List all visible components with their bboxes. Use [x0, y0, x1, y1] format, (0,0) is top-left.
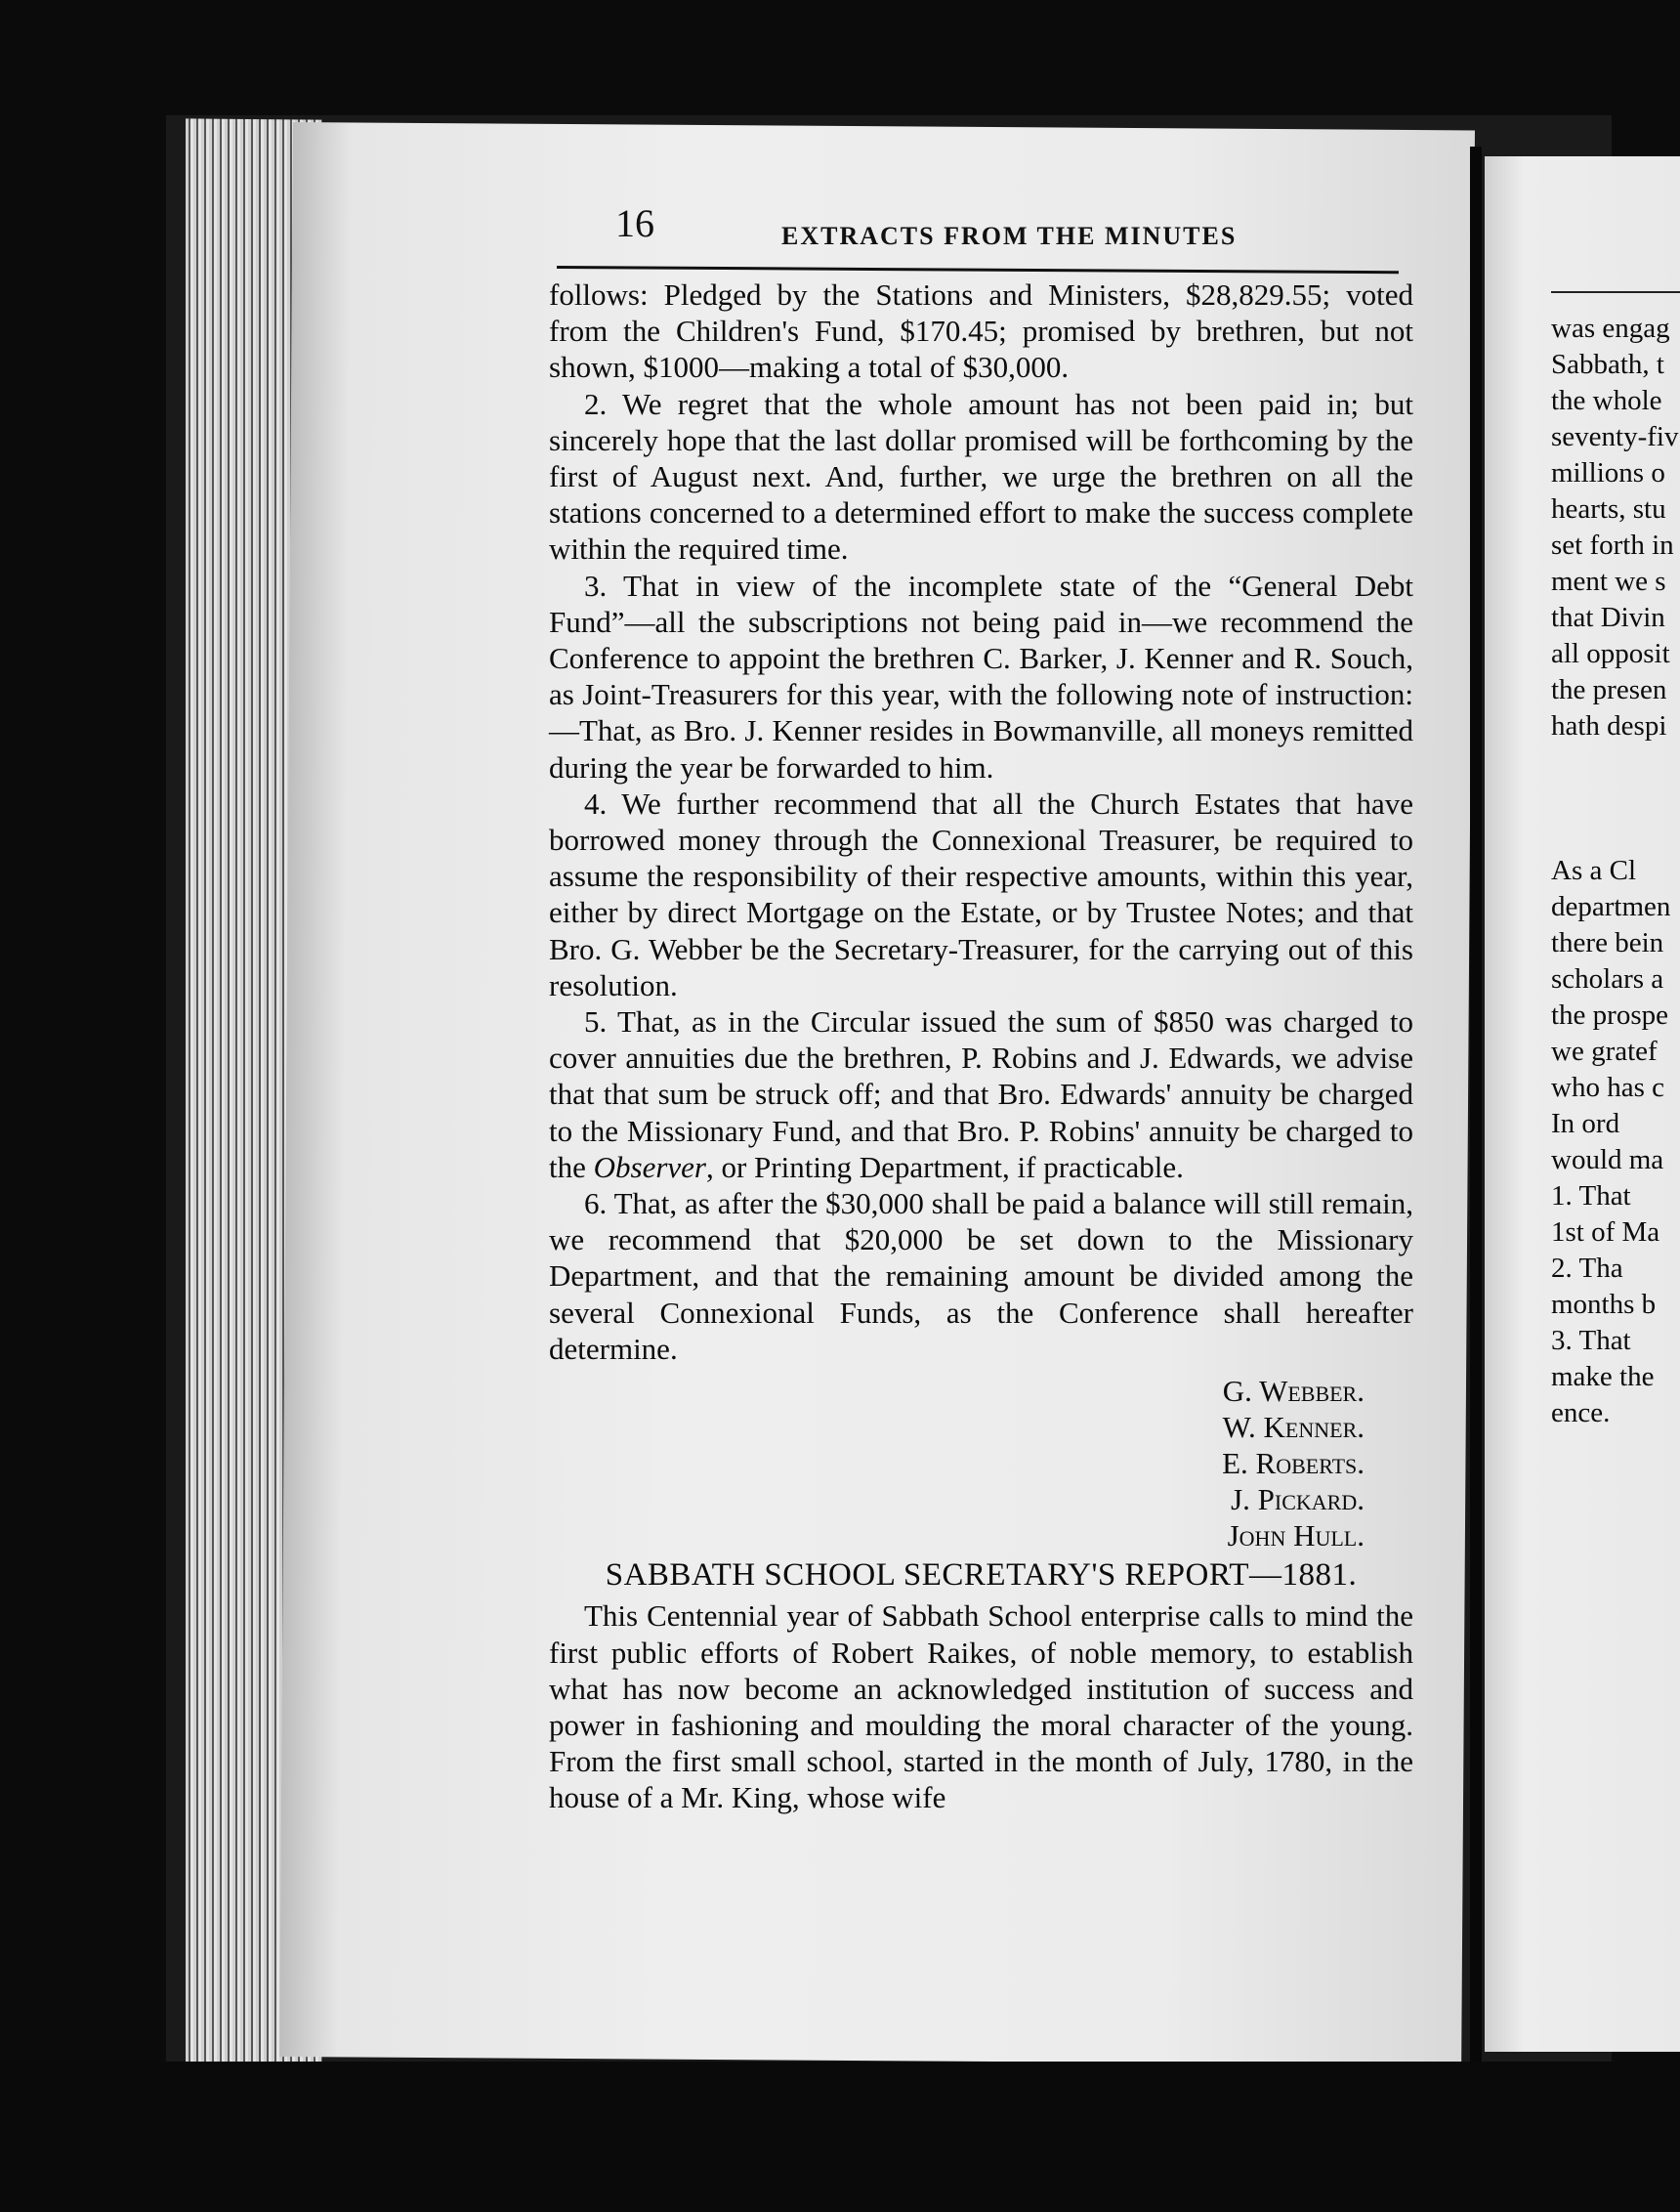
signature-webber: G. Webber. — [1222, 1374, 1365, 1409]
right-page-line: 1st of Ma — [1551, 1216, 1660, 1248]
paragraph-4: 4. We further recommend that all the Church Estates that have borrowed money through the Connexional Treasurer, be required to assume the responsibility of their respective amounts, within this year, either by direct Mortgage on the Estate, or by Trustee Notes; and that Bro. G. Webber be the Secretary-Treasurer, for the carrying out of this resolution. — [549, 786, 1413, 1002]
right-page-line: scholars a — [1551, 963, 1664, 995]
right-page-line: ment we s — [1551, 566, 1666, 597]
right-page-line: In ord — [1551, 1108, 1620, 1139]
right-page-line: seventy-fiv — [1551, 421, 1679, 452]
paragraph-3: 3. That in view of the incomplete state of the “General Debt Fund”—all the subscriptions not being paid in—we recommend the Conference to appoint the brethren C. Barker, J. Kenner and R. Souch, as Joint-Treasurers for this year, with the following note of instruction:—That, as Bro. J. Kenner resides in Bowmanville, all moneys remitted during the year be forwarded to him. — [549, 568, 1413, 785]
right-page-column — [1551, 311, 1680, 1431]
right-page-line: make the — [1551, 1361, 1655, 1392]
signature-pickard: J. Pickard. — [1231, 1482, 1365, 1517]
paragraph-6: 6. That, as after the $30,000 shall be paid a balance will still remain, we recommend that $20,000 be set down to the Missionary Department, and that the remaining amount be divided among the several Connexional Funds, as the Conference shall hereafter determine. — [549, 1186, 1413, 1366]
right-page-line — [1551, 817, 1680, 853]
paragraph-5-end: , or Printing Department, if practicable. — [705, 1149, 1184, 1184]
right-page-line: would ma — [1551, 1144, 1664, 1175]
right-page-line: 2. Tha — [1551, 1253, 1623, 1284]
signature-hull: John Hull. — [1227, 1518, 1365, 1553]
right-page-line — [1551, 744, 1680, 781]
observer-title: Observer — [593, 1149, 706, 1184]
signature-kenner: W. Kenner. — [1222, 1410, 1365, 1445]
right-page-line: set forth in — [1551, 530, 1674, 561]
right-page-line: who has c — [1551, 1072, 1664, 1103]
right-page-line: was engag — [1551, 313, 1670, 344]
signature-block — [549, 1373, 1413, 1553]
running-title: EXTRACTS FROM THE MINUTES — [781, 222, 1238, 250]
right-page-line: Sabbath, t — [1551, 349, 1664, 380]
right-page-line: millions o — [1551, 457, 1665, 489]
right-page-line: there bein — [1551, 927, 1664, 958]
right-page-line: As a Cl — [1551, 855, 1636, 886]
right-page-line: the prospe — [1551, 1000, 1668, 1031]
right-page-line: we gratef — [1551, 1036, 1658, 1067]
right-page-line: 1. That — [1551, 1180, 1631, 1212]
page-header — [557, 200, 1397, 269]
right-page-line: departmen — [1551, 891, 1671, 922]
report-paragraph-1: This Centennial year of Sabbath School enterprise calls to mind the first public efforts of Robert Raikes, of noble memory, to establish what has now become an acknowledged institution of success and power in fashioning and moulding the moral character of the young. From the first small school, started in the month of July, 1780, in the house of a Mr. King, whose wife — [549, 1598, 1413, 1815]
right-page-line: the whole — [1551, 385, 1662, 416]
paragraph-2: 2. We regret that the whole amount has not been paid in; but sincerely hope that the last dollar promised will be forthcoming by the first of August next. And, further, we urge the brethren on all the stations concerned to a determined effort to make the success complete within the required time. — [549, 386, 1413, 567]
right-page-line — [1551, 781, 1680, 817]
right-page-line: months b — [1551, 1289, 1657, 1320]
paragraph-5 — [549, 1003, 1413, 1185]
book-gutter — [1470, 147, 1482, 2062]
right-page-line: 3. That — [1551, 1325, 1631, 1356]
right-page-line: hearts, stu — [1551, 493, 1666, 525]
right-page-line: that Divin — [1551, 602, 1665, 633]
main-text-column — [549, 276, 1413, 1816]
section-heading: SABBATH SCHOOL SECRETARY'S REPORT—1881. — [605, 1557, 1358, 1594]
right-page-line: hath despi — [1551, 710, 1667, 742]
signature-roberts: E. Roberts. — [1222, 1446, 1365, 1481]
right-page-line: ence. — [1551, 1397, 1611, 1428]
paragraph-follows: follows: Pledged by the Stations and Ministers, $28,829.55; voted from the Children's Fund, $170.45; promised by brethren, but not shown, $1000—making a total of $30,000. — [549, 277, 1413, 385]
paragraph-5-text: 5. That, as in the Circular issued the sum of $850 was charged to cover annuities due the brethren, P. Robins and J. Edwards, we advise that that sum be struck off; and that Bro. Edwards' annuity be charged to the Missionary Fund, and that Bro. P. Robins' annuity be charged to the — [549, 1004, 1413, 1184]
page-number: 16 — [615, 201, 654, 245]
scan-background — [0, 2062, 1680, 2212]
right-page-line: the presen — [1551, 674, 1667, 705]
right-page-rule — [1551, 291, 1680, 293]
right-page-line: all opposit — [1551, 638, 1670, 669]
